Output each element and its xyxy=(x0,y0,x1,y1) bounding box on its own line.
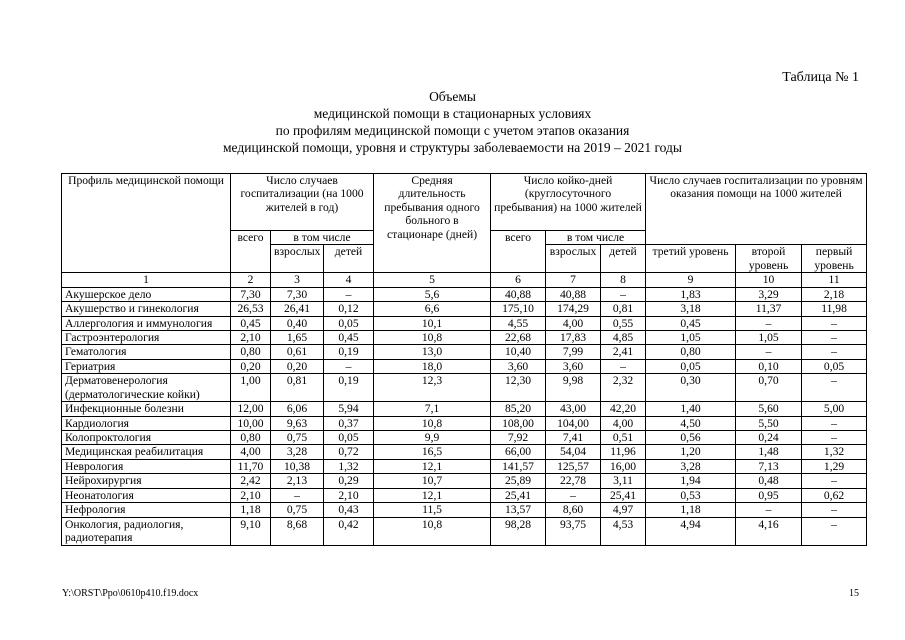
row-value-col-8: 2,41 xyxy=(601,345,646,359)
row-value-col-9: 0,56 xyxy=(646,431,736,445)
row-value-col-6: 40,88 xyxy=(491,287,546,301)
row-value-col-3: 26,41 xyxy=(271,302,324,316)
row-value-col-11: – xyxy=(802,517,867,545)
title-line: Объемы xyxy=(429,89,476,104)
column-number: 4 xyxy=(324,273,374,287)
row-value-col-5: 16,5 xyxy=(374,445,491,459)
row-value-col-8: – xyxy=(601,287,646,301)
row-value-col-2: 4,00 xyxy=(231,445,271,459)
column-number: 2 xyxy=(231,273,271,287)
row-value-col-6: 25,89 xyxy=(491,474,546,488)
table-row xyxy=(62,474,867,488)
row-value-col-7: 3,60 xyxy=(546,359,601,373)
row-value-col-6: 12,30 xyxy=(491,374,546,402)
row-value-col-10: 0,70 xyxy=(736,374,802,402)
header-cases: Число случаев госпитализации (на 1000 жителей в год) xyxy=(231,174,374,231)
row-value-col-10: – xyxy=(736,316,802,330)
row-value-col-11: – xyxy=(802,345,867,359)
row-value-col-3: 7,30 xyxy=(271,287,324,301)
row-value-col-6: 85,20 xyxy=(491,402,546,416)
row-value-col-8: 25,41 xyxy=(601,488,646,502)
row-value-col-8: 4,85 xyxy=(601,331,646,345)
row-value-col-6: 3,60 xyxy=(491,359,546,373)
header-profile: Профиль медицинской помощи xyxy=(62,174,231,273)
row-value-col-7: 54,04 xyxy=(546,445,601,459)
row-value-col-9: 1,40 xyxy=(646,402,736,416)
row-value-col-9: 3,28 xyxy=(646,459,736,473)
row-value-col-5: 12,1 xyxy=(374,459,491,473)
row-value-col-11: 1,32 xyxy=(802,445,867,459)
row-value-col-4: 0,05 xyxy=(324,316,374,330)
header-levels: Число случаев госпитализации по уровням оказания помощи на 1000 жителей xyxy=(646,174,867,245)
column-number: 8 xyxy=(601,273,646,287)
row-value-col-2: 1,18 xyxy=(231,503,271,517)
row-value-col-3: 0,61 xyxy=(271,345,324,359)
row-value-col-4: 0,43 xyxy=(324,503,374,517)
row-profile-name: Нефрология xyxy=(62,503,231,517)
table-row xyxy=(62,374,867,402)
row-value-col-4: 0,42 xyxy=(324,517,374,545)
row-value-col-4: – xyxy=(324,359,374,373)
row-value-col-7: – xyxy=(546,488,601,502)
row-value-col-7: 43,00 xyxy=(546,402,601,416)
row-value-col-9: 0,45 xyxy=(646,316,736,330)
row-value-col-9: 1,94 xyxy=(646,474,736,488)
row-profile-name: Акушерское дело xyxy=(62,287,231,301)
header-cases-adults: взрослых xyxy=(271,245,324,273)
table-label: Таблица № 1 xyxy=(782,70,859,85)
row-profile-name: Гериатрия xyxy=(62,359,231,373)
column-number: 3 xyxy=(271,273,324,287)
table-row xyxy=(62,503,867,517)
row-value-col-10: 1,05 xyxy=(736,331,802,345)
row-value-col-2: 0,45 xyxy=(231,316,271,330)
row-value-col-6: 7,92 xyxy=(491,431,546,445)
row-value-col-6: 4,55 xyxy=(491,316,546,330)
row-value-col-9: 3,18 xyxy=(646,302,736,316)
footer-file-path: Y:\ORST\Ppo\0610p410.f19.docx xyxy=(62,588,199,599)
header-beddays-children: детей xyxy=(601,245,646,273)
row-value-col-6: 98,28 xyxy=(491,517,546,545)
column-number: 11 xyxy=(802,273,867,287)
row-value-col-11: 2,18 xyxy=(802,287,867,301)
row-value-col-4: 0,12 xyxy=(324,302,374,316)
row-value-col-2: 2,10 xyxy=(231,331,271,345)
header-cases-including: в том числе xyxy=(271,231,374,245)
row-value-col-11: – xyxy=(802,416,867,430)
table-row xyxy=(62,316,867,330)
table-row xyxy=(62,431,867,445)
row-profile-name: Кардиология xyxy=(62,416,231,430)
table-header xyxy=(62,174,867,288)
row-value-col-9: 1,83 xyxy=(646,287,736,301)
row-value-col-3: 0,20 xyxy=(271,359,324,373)
row-value-col-7: 17,83 xyxy=(546,331,601,345)
header-third-level: третий уровень xyxy=(646,245,736,273)
row-profile-name: Акушерство и гинекология xyxy=(62,302,231,316)
row-value-col-2: 11,70 xyxy=(231,459,271,473)
table-row xyxy=(62,488,867,502)
row-value-col-10: 0,48 xyxy=(736,474,802,488)
row-value-col-3: 1,65 xyxy=(271,331,324,345)
row-profile-name: Онкология, радиология, радиотерапия xyxy=(62,517,231,545)
row-value-col-10: – xyxy=(736,345,802,359)
row-value-col-9: 0,30 xyxy=(646,374,736,402)
header-duration: Средняя длительность пребывания одного больного в стационаре (дней) xyxy=(374,174,491,273)
row-value-col-6: 25,41 xyxy=(491,488,546,502)
row-value-col-7: 7,99 xyxy=(546,345,601,359)
row-value-col-2: 2,10 xyxy=(231,488,271,502)
row-value-col-2: 9,10 xyxy=(231,517,271,545)
row-value-col-11: – xyxy=(802,331,867,345)
row-value-col-11: 0,62 xyxy=(802,488,867,502)
row-value-col-2: 12,00 xyxy=(231,402,271,416)
row-value-col-6: 22,68 xyxy=(491,331,546,345)
row-profile-name: Нейрохирургия xyxy=(62,474,231,488)
row-value-col-11: 5,00 xyxy=(802,402,867,416)
row-value-col-2: 2,42 xyxy=(231,474,271,488)
row-value-col-9: 0,53 xyxy=(646,488,736,502)
column-number: 5 xyxy=(374,273,491,287)
row-value-col-8: 16,00 xyxy=(601,459,646,473)
header-second-level: второй уровень xyxy=(736,245,802,273)
title-line: по профилям медицинской помощи с учетом этапов оказания xyxy=(275,123,630,138)
row-value-col-5: 12,1 xyxy=(374,488,491,502)
row-value-col-5: 10,8 xyxy=(374,517,491,545)
row-value-col-10: 0,95 xyxy=(736,488,802,502)
row-value-col-3: 8,68 xyxy=(271,517,324,545)
row-value-col-4: 2,10 xyxy=(324,488,374,502)
row-value-col-9: 4,50 xyxy=(646,416,736,430)
row-value-col-9: 4,94 xyxy=(646,517,736,545)
row-profile-name: Неврология xyxy=(62,459,231,473)
row-value-col-8: 4,00 xyxy=(601,416,646,430)
table-row xyxy=(62,331,867,345)
row-value-col-3: 6,06 xyxy=(271,402,324,416)
header-beddays-adults: взрослых xyxy=(546,245,601,273)
row-value-col-10: 11,37 xyxy=(736,302,802,316)
row-value-col-8: 2,32 xyxy=(601,374,646,402)
row-value-col-5: 5,6 xyxy=(374,287,491,301)
table-row xyxy=(62,359,867,373)
header-first-level: первый уровень xyxy=(802,245,867,273)
row-value-col-11: – xyxy=(802,503,867,517)
row-value-col-5: 10,1 xyxy=(374,316,491,330)
header-beddays-total: всего xyxy=(491,231,546,273)
table-row xyxy=(62,459,867,473)
row-value-col-11: – xyxy=(802,431,867,445)
table-row xyxy=(62,302,867,316)
header-beddays-including: в том числе xyxy=(546,231,646,245)
row-value-col-10: 0,24 xyxy=(736,431,802,445)
table-row xyxy=(62,287,867,301)
header-cases-total: всего xyxy=(231,231,271,273)
row-value-col-2: 26,53 xyxy=(231,302,271,316)
table-body xyxy=(62,287,867,545)
row-value-col-8: 0,81 xyxy=(601,302,646,316)
row-value-col-4: – xyxy=(324,287,374,301)
row-value-col-7: 4,00 xyxy=(546,316,601,330)
row-value-col-7: 125,57 xyxy=(546,459,601,473)
row-value-col-4: 0,19 xyxy=(324,374,374,402)
row-value-col-2: 0,80 xyxy=(231,345,271,359)
volumes-table xyxy=(61,173,867,546)
row-value-col-6: 175,10 xyxy=(491,302,546,316)
column-number: 9 xyxy=(646,273,736,287)
row-value-col-3: – xyxy=(271,488,324,502)
row-value-col-11: – xyxy=(802,474,867,488)
row-value-col-4: 5,94 xyxy=(324,402,374,416)
row-value-col-2: 10,00 xyxy=(231,416,271,430)
row-profile-name: Инфекционные болезни xyxy=(62,402,231,416)
row-value-col-5: 10,7 xyxy=(374,474,491,488)
row-value-col-4: 0,37 xyxy=(324,416,374,430)
row-value-col-5: 12,3 xyxy=(374,374,491,402)
row-value-col-4: 0,72 xyxy=(324,445,374,459)
row-value-col-2: 1,00 xyxy=(231,374,271,402)
title-line: медицинской помощи, уровня и структуры заболеваемости на 2019 – 2021 годы xyxy=(223,140,682,155)
row-value-col-3: 0,40 xyxy=(271,316,324,330)
row-value-col-2: 0,80 xyxy=(231,431,271,445)
column-number: 7 xyxy=(546,273,601,287)
row-value-col-11: – xyxy=(802,316,867,330)
row-value-col-3: 9,63 xyxy=(271,416,324,430)
row-value-col-10: 4,16 xyxy=(736,517,802,545)
row-value-col-10: 5,60 xyxy=(736,402,802,416)
row-value-col-7: 9,98 xyxy=(546,374,601,402)
row-value-col-6: 13,57 xyxy=(491,503,546,517)
table-row xyxy=(62,445,867,459)
row-value-col-9: 0,05 xyxy=(646,359,736,373)
row-value-col-8: 4,53 xyxy=(601,517,646,545)
row-profile-name: Аллергология и иммунология xyxy=(62,316,231,330)
row-value-col-9: 0,80 xyxy=(646,345,736,359)
column-number: 10 xyxy=(736,273,802,287)
row-value-col-11: 0,05 xyxy=(802,359,867,373)
document-title xyxy=(0,88,905,156)
row-value-col-10: 5,50 xyxy=(736,416,802,430)
row-profile-name: Гематология xyxy=(62,345,231,359)
column-number: 6 xyxy=(491,273,546,287)
row-value-col-4: 0,05 xyxy=(324,431,374,445)
row-value-col-10: 1,48 xyxy=(736,445,802,459)
row-value-col-5: 11,5 xyxy=(374,503,491,517)
table-row xyxy=(62,402,867,416)
row-profile-name: Медицинская реабилитация xyxy=(62,445,231,459)
row-value-col-3: 10,38 xyxy=(271,459,324,473)
row-value-col-4: 0,45 xyxy=(324,331,374,345)
row-value-col-11: 1,29 xyxy=(802,459,867,473)
table-row xyxy=(62,416,867,430)
row-value-col-7: 7,41 xyxy=(546,431,601,445)
row-value-col-5: 10,8 xyxy=(374,331,491,345)
row-value-col-9: 1,20 xyxy=(646,445,736,459)
row-value-col-9: 1,18 xyxy=(646,503,736,517)
row-value-col-7: 104,00 xyxy=(546,416,601,430)
row-value-col-8: 42,20 xyxy=(601,402,646,416)
column-number: 1 xyxy=(62,273,231,287)
row-profile-name: Колопроктология xyxy=(62,431,231,445)
table-row xyxy=(62,345,867,359)
row-value-col-10: – xyxy=(736,503,802,517)
row-value-col-5: 18,0 xyxy=(374,359,491,373)
row-value-col-8: – xyxy=(601,359,646,373)
row-value-col-8: 4,97 xyxy=(601,503,646,517)
row-value-col-7: 40,88 xyxy=(546,287,601,301)
row-value-col-5: 10,8 xyxy=(374,416,491,430)
row-value-col-8: 3,11 xyxy=(601,474,646,488)
row-value-col-6: 66,00 xyxy=(491,445,546,459)
row-value-col-6: 10,40 xyxy=(491,345,546,359)
row-value-col-7: 174,29 xyxy=(546,302,601,316)
row-value-col-8: 0,51 xyxy=(601,431,646,445)
row-value-col-8: 0,55 xyxy=(601,316,646,330)
row-value-col-6: 108,00 xyxy=(491,416,546,430)
row-value-col-7: 22,78 xyxy=(546,474,601,488)
row-profile-name: Дерматовенерология (дерматологические койки) xyxy=(62,374,231,402)
header-cases-children: детей xyxy=(324,245,374,273)
footer-page-number: 15 xyxy=(849,588,859,599)
row-value-col-5: 13,0 xyxy=(374,345,491,359)
row-value-col-3: 0,75 xyxy=(271,431,324,445)
row-value-col-7: 93,75 xyxy=(546,517,601,545)
row-value-col-3: 0,75 xyxy=(271,503,324,517)
row-profile-name: Гастроэнтерология xyxy=(62,331,231,345)
row-profile-name: Неонатология xyxy=(62,488,231,502)
column-numbers-row xyxy=(62,273,867,287)
row-value-col-11: 11,98 xyxy=(802,302,867,316)
row-value-col-10: 0,10 xyxy=(736,359,802,373)
row-value-col-10: 7,13 xyxy=(736,459,802,473)
row-value-col-3: 3,28 xyxy=(271,445,324,459)
row-value-col-6: 141,57 xyxy=(491,459,546,473)
table-row xyxy=(62,517,867,545)
row-value-col-5: 6,6 xyxy=(374,302,491,316)
row-value-col-11: – xyxy=(802,374,867,402)
row-value-col-10: 3,29 xyxy=(736,287,802,301)
row-value-col-5: 7,1 xyxy=(374,402,491,416)
row-value-col-2: 7,30 xyxy=(231,287,271,301)
row-value-col-4: 1,32 xyxy=(324,459,374,473)
row-value-col-8: 11,96 xyxy=(601,445,646,459)
row-value-col-5: 9,9 xyxy=(374,431,491,445)
row-value-col-9: 1,05 xyxy=(646,331,736,345)
row-value-col-3: 2,13 xyxy=(271,474,324,488)
row-value-col-2: 0,20 xyxy=(231,359,271,373)
row-value-col-4: 0,29 xyxy=(324,474,374,488)
row-value-col-7: 8,60 xyxy=(546,503,601,517)
title-line: медицинской помощи в стационарных условиях xyxy=(313,106,592,121)
row-value-col-3: 0,81 xyxy=(271,374,324,402)
row-value-col-4: 0,19 xyxy=(324,345,374,359)
header-beddays: Число койко-дней (круглосуточного пребывания) на 1000 жителей xyxy=(491,174,646,231)
